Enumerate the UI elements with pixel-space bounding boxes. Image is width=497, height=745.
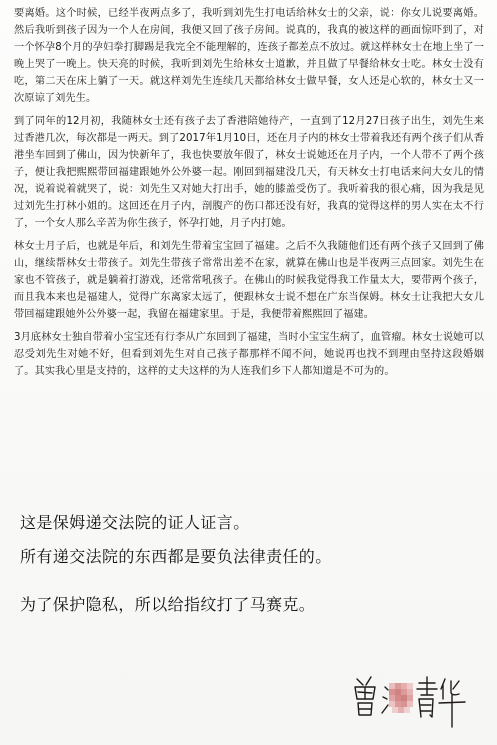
fingerprint-mosaic [389,683,413,713]
paragraph-1: 要离婚。这个时候，已经半夜两点多了，我听到刘先生打电话给林女士的父亲，说：你女儿说要离婚。然后我听到孩子因为一个人在房间，我便又回了孩子房间。说真的，我真的被这样的画面惊吓到了，对一个怀孕8个月的孕妇拳打脚踢是我完全不能理解的，连孩子都差点不放过。就这样林女士在地上坐了一晚上哭了一晚上。快天亮的时候，我听到刘先生给林女士道歉，并且做了早餐给林女士吃。林女士没有吃，第二天在床上躺了一天。就这样刘先生连续几天都给林女士做早餐，女人还是心软的，林女士又一次原谅了刘先生。 [14,8,484,104]
paragraph-4: 3月底林女士独自带着小宝宝还有行李从广东回到了福建，当时小宝宝生病了，血管瘤。林女士说她可以忍受刘先生对她不好，但看到刘先生对自己孩子都那样不闻不问，她说再也找不到理由坚持这段婚姻了。其实我心里是支持的，这样的丈夫这样的为人连我们乡下人都知道是不可为的。 [14,332,484,377]
signature-drawing [335,665,475,735]
testimony-body [14,5,484,388]
handwritten-signature [335,665,475,735]
statement-privacy-mosaic: 为了保护隐私，所以给指纹打了马赛克。 [20,595,316,614]
statement-court-testimony: 这是保姆递交法院的证人证言。 [20,513,250,532]
poster-statements [20,512,480,628]
paragraph-3: 林女士月子后，也就是年后，和刘先生带着宝宝回了福建。之后不久我随他们还有两个孩子又回到了佛山，继续帮林女士带孩子。刘先生带孩子常常出差不在家，就算在佛山也是半夜两三点回家。刘先生在家也不管孩子，就是躺着打游戏，还常常吼孩子。在佛山的时候我觉得我工作量太大，要带两个孩子，而且我本来也是福建人，觉得广东离家太远了，便跟林女士说不想在广东当保姆。林女士让我把大女儿带回福建跟她外公外婆一起，我留在福建家里。于是，我便带着熙熙回了福建。 [14,241,484,320]
statement-legal-responsibility: 所有递交法院的东西都是要负法律责任的。 [20,547,332,566]
paragraph-2: 到了同年的12月初，我随林女士还有孩子去了香港陪她待产，一直到了12月27日孩子出生，刘先生来过香港几次，每次都是一两天。到了2017年1月10日，还在月子内的林女士带着我还有两个孩子们从香港坐车回到了佛山，因为快新年了，我也快要放年假了，林女士说她还在月子内，一个人带不了两个孩子，便让我把熙熙带回福建跟她外公外婆一起。刚回到福建没几天，有天林女士打电话来问大女儿的情况，说着说着就哭了，说：刘先生又对她大打出手，她的膝盖受伤了。我听着我的很心痛，因为我是见过刘先生打林小姐的。这回还在月子内，剖腹产的伤口都还没有好，我真的觉得这样的男人实在太不行了，一个女人那么辛苦为你生孩子，怀孕打她，月子内打她。 [14,116,484,229]
